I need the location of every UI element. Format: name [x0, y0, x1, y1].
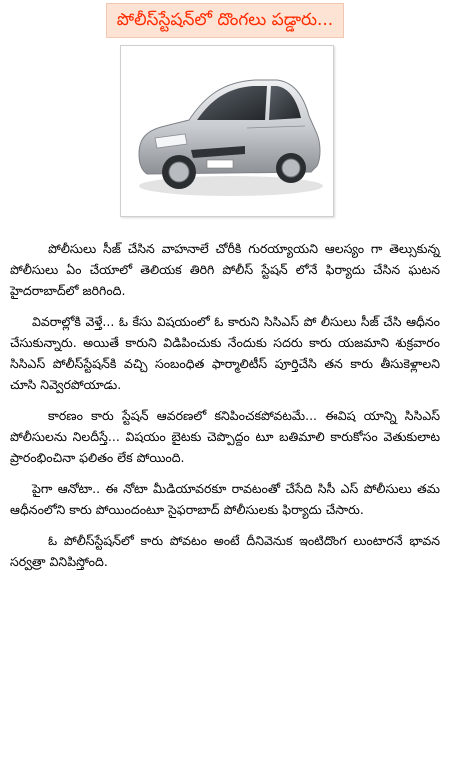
- article-paragraph-1: పోలీసులు సీజ్ చేసిన వాహనాలే చోరీకి గురయ్యాయని ఆలస్యం గా తెల్సుకున్న పోలీసులు ఏం చేయాలో తెలియక తిరిగి పోలీస్ స్టేషన్ లోనే ఫిర్యాదు చేసిన ఘటన హైదరాబాద్‌లో జరిగింది.: [10, 241, 440, 298]
- front-wheel-rim: [169, 162, 189, 182]
- rear-wheel-rim: [282, 159, 300, 177]
- article-paragraph-4: పైగా ఆనోటా.. ఈ నోటా మీడియావరకూ రావటంతో చేసేది సిసీ ఎస్ పోలీసులు తమ ఆధీనంలోని కారు పోయిందంటూ సైఫరాబాద్ పోలీసులకు ఫిర్యాదు చేసారు.: [10, 481, 440, 517]
- headline: పోలీస్‌స్టేషన్‌లో దొంగలు పడ్డారు...: [106, 3, 344, 38]
- article-body: [10, 238, 440, 582]
- headline-bar: [0, 0, 450, 40]
- car-plate: [207, 160, 233, 168]
- article-paragraph-2: వివరాల్లోకి వెళ్తే... ఓ కేసు విషయంలో ఓ కారుని సిసిఎస్ పో లీసులు సీజ్ చేసి ఆధీనం చేసుకున్నారు. అయితే కారుని విడిపించుకు నేందుకు సదరు కారు యజమాని శుక్రవారం సిసిఎస్ పోలీస్‌స్టేషన్‌కి వచ్చి సంబంధిత ఫార్మాలిటీస్ పూర్తిచేసి తన కారు తీసుకెళ్లాలని చూసి నివ్వెరపోయాడు.: [10, 314, 440, 392]
- article-paragraph-5: ఓ పోలీస్‌స్టేషన్‌లో కారు పోవటం అంటే దీనివెనుక ఇంటిదొంగ లుంటారనే భావన సర్వత్రా వినిపిస్తోంది.: [10, 533, 440, 569]
- article-paragraph-3: కారణం కారు స్టేషన్ ఆవరణలో కనిపించకపోవటమే... ఈవిష యాన్ని సిసిఎస్ పోలీసులను నిలదీస్తే... విషయం బైటకు చెప్పొద్దం టూ బతిమాలి కారుకోసం వెతుకులాట ప్రారంభించినా ఫలితం లేక పోయింది.: [10, 408, 440, 465]
- car-illustration: [127, 54, 327, 209]
- car-photo: [120, 45, 334, 217]
